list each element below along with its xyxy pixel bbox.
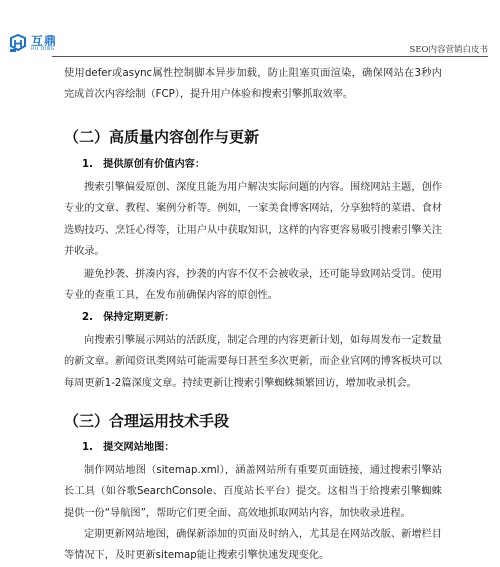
paragraph: 向搜索引擎展示网站的活跃度，制定合理的内容更新计划，如每周发布一定数量的新文章。新闻资讯类网站可能需要每日甚至多次更新，而企业官网的博客板块可以每周更新1-2篇深度文章。持续更新让搜索引擎蜘蛛频繁回访，增加收录机会。: [64, 335, 442, 389]
paragraph: 定期更新网站地图，确保新添加的页面及时纳入，尤其是在网站改版、新增栏目等情况下，及时更新sitemap能让搜索引擎快速发现变化。: [64, 529, 442, 562]
paragraph: 避免抄袭、拼凑内容，抄袭的内容不仅不会被收录，还可能导致网站受罚。使用专业的查重工具，在发布前确保内容的原创性。: [64, 269, 442, 302]
document-title: SEO内容营销白皮书: [409, 45, 488, 55]
page-header: [0, 0, 500, 58]
paragraph: 搜索引擎偏爱原创、深度且能为用户解决实际问题的内容。围绕网站主题，创作专业的文章、教程、案例分析等。例如，一家美食博客网站，分享独特的菜谱、食材选购技巧、烹饪心得等，让用户从中获取知识，这样的内容更容易吸引搜索引擎关注并收录。: [64, 182, 442, 258]
brand-logo-icon: [8, 34, 28, 54]
paragraph: 制作网站地图（sitemap.xml），涵盖网站所有重要页面链接，通过搜索引擎站长工具（如谷歌SearchConsole、百度站长平台）提交。这相当于给搜索引擎蜘蛛提供一份“导航图”，帮助它们更全面、高效地抓取网站内容，加快收录进程。: [64, 465, 442, 519]
section-heading-3: （三）合理运用技术手段: [64, 412, 230, 430]
subheading-regular-updates: 2. 保持定期更新：: [82, 312, 175, 323]
section-heading-2: （二）高质量内容创作与更新: [64, 128, 260, 146]
paragraph-continued: 使用defer或async属性控制脚本异步加载，防止阻塞页面渲染，确保网站在3秒内完成首次内容绘制（FCP），提升用户体验和搜索引擎抓取效率。: [64, 68, 442, 101]
subheading-original-content: 1. 提供原创有价值内容：: [82, 159, 206, 170]
brand-logo-subtext: HU DING: [31, 47, 55, 53]
header-divider: [52, 56, 488, 57]
subheading-submit-sitemap: 1. 提交网站地图：: [82, 442, 175, 453]
brand-logo: [8, 34, 57, 54]
brand-logo-text: 互鼎: [31, 34, 58, 49]
